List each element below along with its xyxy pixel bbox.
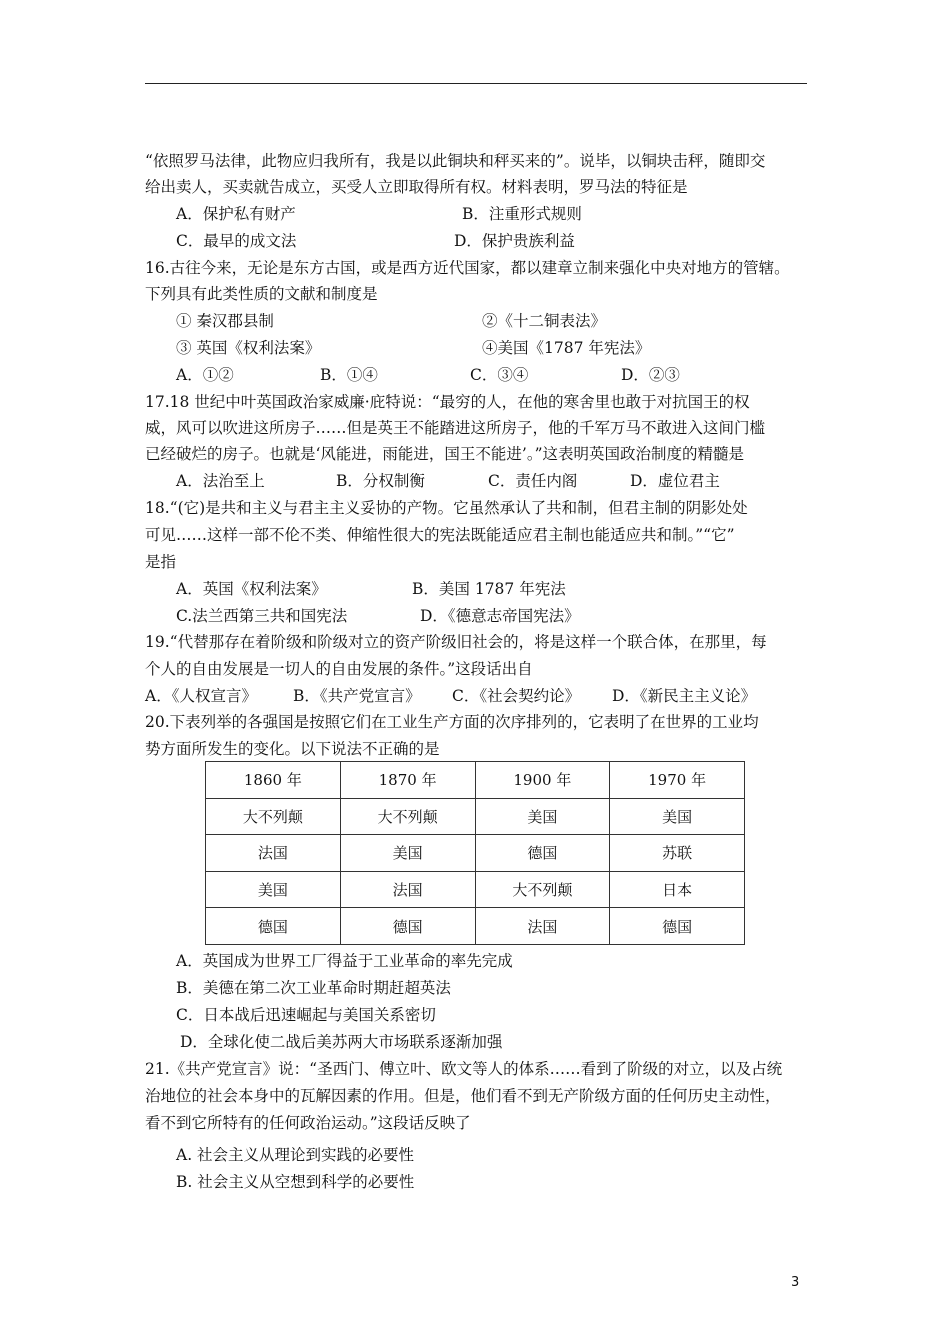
q20-option-b: B．美德在第二次工业革命时期赶超英法 (176, 979, 451, 997)
table-cell: 美国 (340, 835, 475, 872)
table-header-cell: 1870 年 (340, 762, 475, 799)
table-cell: 法国 (340, 871, 475, 908)
q19-stem-line-1: 19.“代替那存在着阶级和阶级对立的资产阶级旧社会的，将是这样一个联合体，在那里，每 (145, 633, 767, 651)
q20-stem-line-1: 20.下表列举的各强国是按照它们在工业生产方面的次序排列的，它表明了在世界的工业均 (145, 713, 759, 731)
table-cell: 日本 (610, 871, 745, 908)
q16-stem-line-1: 16.古往今来，无论是东方古国，或是西方近代国家，都以建章立制来强化中央对地方的管辖。 (145, 259, 790, 277)
table-row (206, 835, 745, 872)
q20-option-c: C．日本战后迅速崛起与美国关系密切 (176, 1006, 436, 1024)
q15-option-a: A．保护私有财产 (176, 205, 296, 223)
q15-text-line-1: “依照罗马法律，此物应归我所有，我是以此铜块和秤买来的”。说毕，以铜块击秤，随即交 (145, 152, 766, 170)
q17-option-a: A．法治至上 (176, 472, 265, 490)
q18-stem-line-1: 18.“(它)是共和主义与君主主义妥协的产物。它虽然承认了共和制，但君主制的阴影处处 (145, 499, 748, 517)
table-cell: 大不列颠 (340, 798, 475, 835)
q18-option-d: D．《德意志帝国宪法》 (420, 607, 580, 625)
table-cell: 德国 (206, 908, 341, 945)
page-number: 3 (791, 1275, 800, 1290)
q15-option-d: D．保护贵族利益 (454, 232, 575, 250)
table-cell: 苏联 (610, 835, 745, 872)
table-header-cell: 1970 年 (610, 762, 745, 799)
q21-stem-line-2: 治地位的社会本身中的瓦解因素的作用。但是，他们看不到无产阶级方面的任何历史主动性， (145, 1087, 781, 1105)
q16-option-c: C．③④ (470, 366, 529, 384)
q16-item-1: ① 秦汉郡县制 (176, 312, 274, 330)
table-cell: 美国 (610, 798, 745, 835)
table-cell: 法国 (206, 835, 341, 872)
q19-stem-line-2: 个人的自由发展是一切人的自由发展的条件。”这段话出自 (145, 660, 533, 678)
table-cell: 美国 (475, 798, 610, 835)
q17-option-c: C．责任内阁 (488, 472, 578, 490)
q18-stem-line-2: 可见……这样一部不伦不类、伸缩性很大的宪法既能适应君主制也能适应共和制。”“它” (145, 526, 735, 544)
q20-stem-line-2: 势方面所发生的变化。以下说法不正确的是 (145, 740, 440, 758)
table-cell: 德国 (340, 908, 475, 945)
q16-item-2: ②《十二铜表法》 (482, 312, 607, 330)
q16-item-3: ③ 英国《权利法案》 (176, 339, 321, 357)
table-cell: 大不列颠 (475, 871, 610, 908)
table-cell: 德国 (610, 908, 745, 945)
q21-option-a: A. 社会主义从理论到实践的必要性 (176, 1146, 415, 1164)
q17-stem-line-1: 17.18 世纪中叶英国政治家威廉·庇特说：“最穷的人，在他的寒舍里也敢于对抗国王的权 (145, 393, 750, 411)
table-row (206, 871, 745, 908)
table-cell: 美国 (206, 871, 341, 908)
q15-text-line-2: 给出卖人，买卖就告成立，买受人立即取得所有权。材料表明，罗马法的特征是 (145, 178, 688, 196)
header-rule (145, 83, 807, 84)
q18-stem-line-3: 是指 (145, 553, 177, 571)
table-header-row (206, 762, 745, 799)
q19-option-a: A．《人权宣言》 (145, 687, 257, 705)
q18-option-c: C.法兰西第三共和国宪法 (176, 607, 348, 625)
q19-option-d: D．《新民主主义论》 (612, 687, 757, 705)
q19-option-c: C．《社会契约论》 (452, 687, 581, 705)
q16-option-b: B．①④ (320, 366, 378, 384)
q21-stem-line-3: 看不到它所特有的任何政治运动。”这段话反映了 (145, 1114, 471, 1132)
q15-option-b: B．注重形式规则 (462, 205, 582, 223)
table-row (206, 798, 745, 835)
table-row (206, 908, 745, 945)
table-cell: 德国 (475, 835, 610, 872)
q17-stem-line-3: 已经破烂的房子。也就是‘风能进，雨能进，国王不能进’。”这表明英国政治制度的精髓是 (145, 445, 745, 463)
q16-option-a: A．①② (176, 366, 234, 384)
q17-option-b: B．分权制衡 (336, 472, 425, 490)
industrial-ranking-table (205, 761, 745, 945)
q16-stem-line-2: 下列具有此类性质的文献和制度是 (145, 285, 378, 303)
q15-option-c: C．最早的成文法 (176, 232, 297, 250)
q21-option-b: B. 社会主义从空想到科学的必要性 (176, 1173, 415, 1191)
q17-option-d: D．虚位君主 (630, 472, 720, 490)
q20-option-d: D．全球化使二战后美苏两大市场联系逐渐加强 (180, 1033, 503, 1051)
q16-item-4: ④美国《1787 年宪法》 (482, 339, 651, 357)
table-header-cell: 1900 年 (475, 762, 610, 799)
q21-stem-line-1: 21.《共产党宣言》说：“圣西门、傅立叶、欧文等人的体系……看到了阶级的对立，以及占统 (145, 1060, 783, 1078)
table-cell: 法国 (475, 908, 610, 945)
q18-option-b: B．美国 1787 年宪法 (412, 580, 566, 598)
q17-stem-line-2: 威，风可以吹进这所房子……但是英王不能踏进这所房子，他的千军万马不敢进入这间门槛 (145, 419, 766, 437)
q19-option-b: B．《共产党宣言》 (293, 687, 421, 705)
q18-option-a: A．英国《权利法案》 (176, 580, 327, 598)
q16-option-d: D．②③ (621, 366, 680, 384)
q20-option-a: A．英国成为世界工厂得益于工业革命的率先完成 (176, 952, 513, 970)
table-cell: 大不列颠 (206, 798, 341, 835)
table-header-cell: 1860 年 (206, 762, 341, 799)
